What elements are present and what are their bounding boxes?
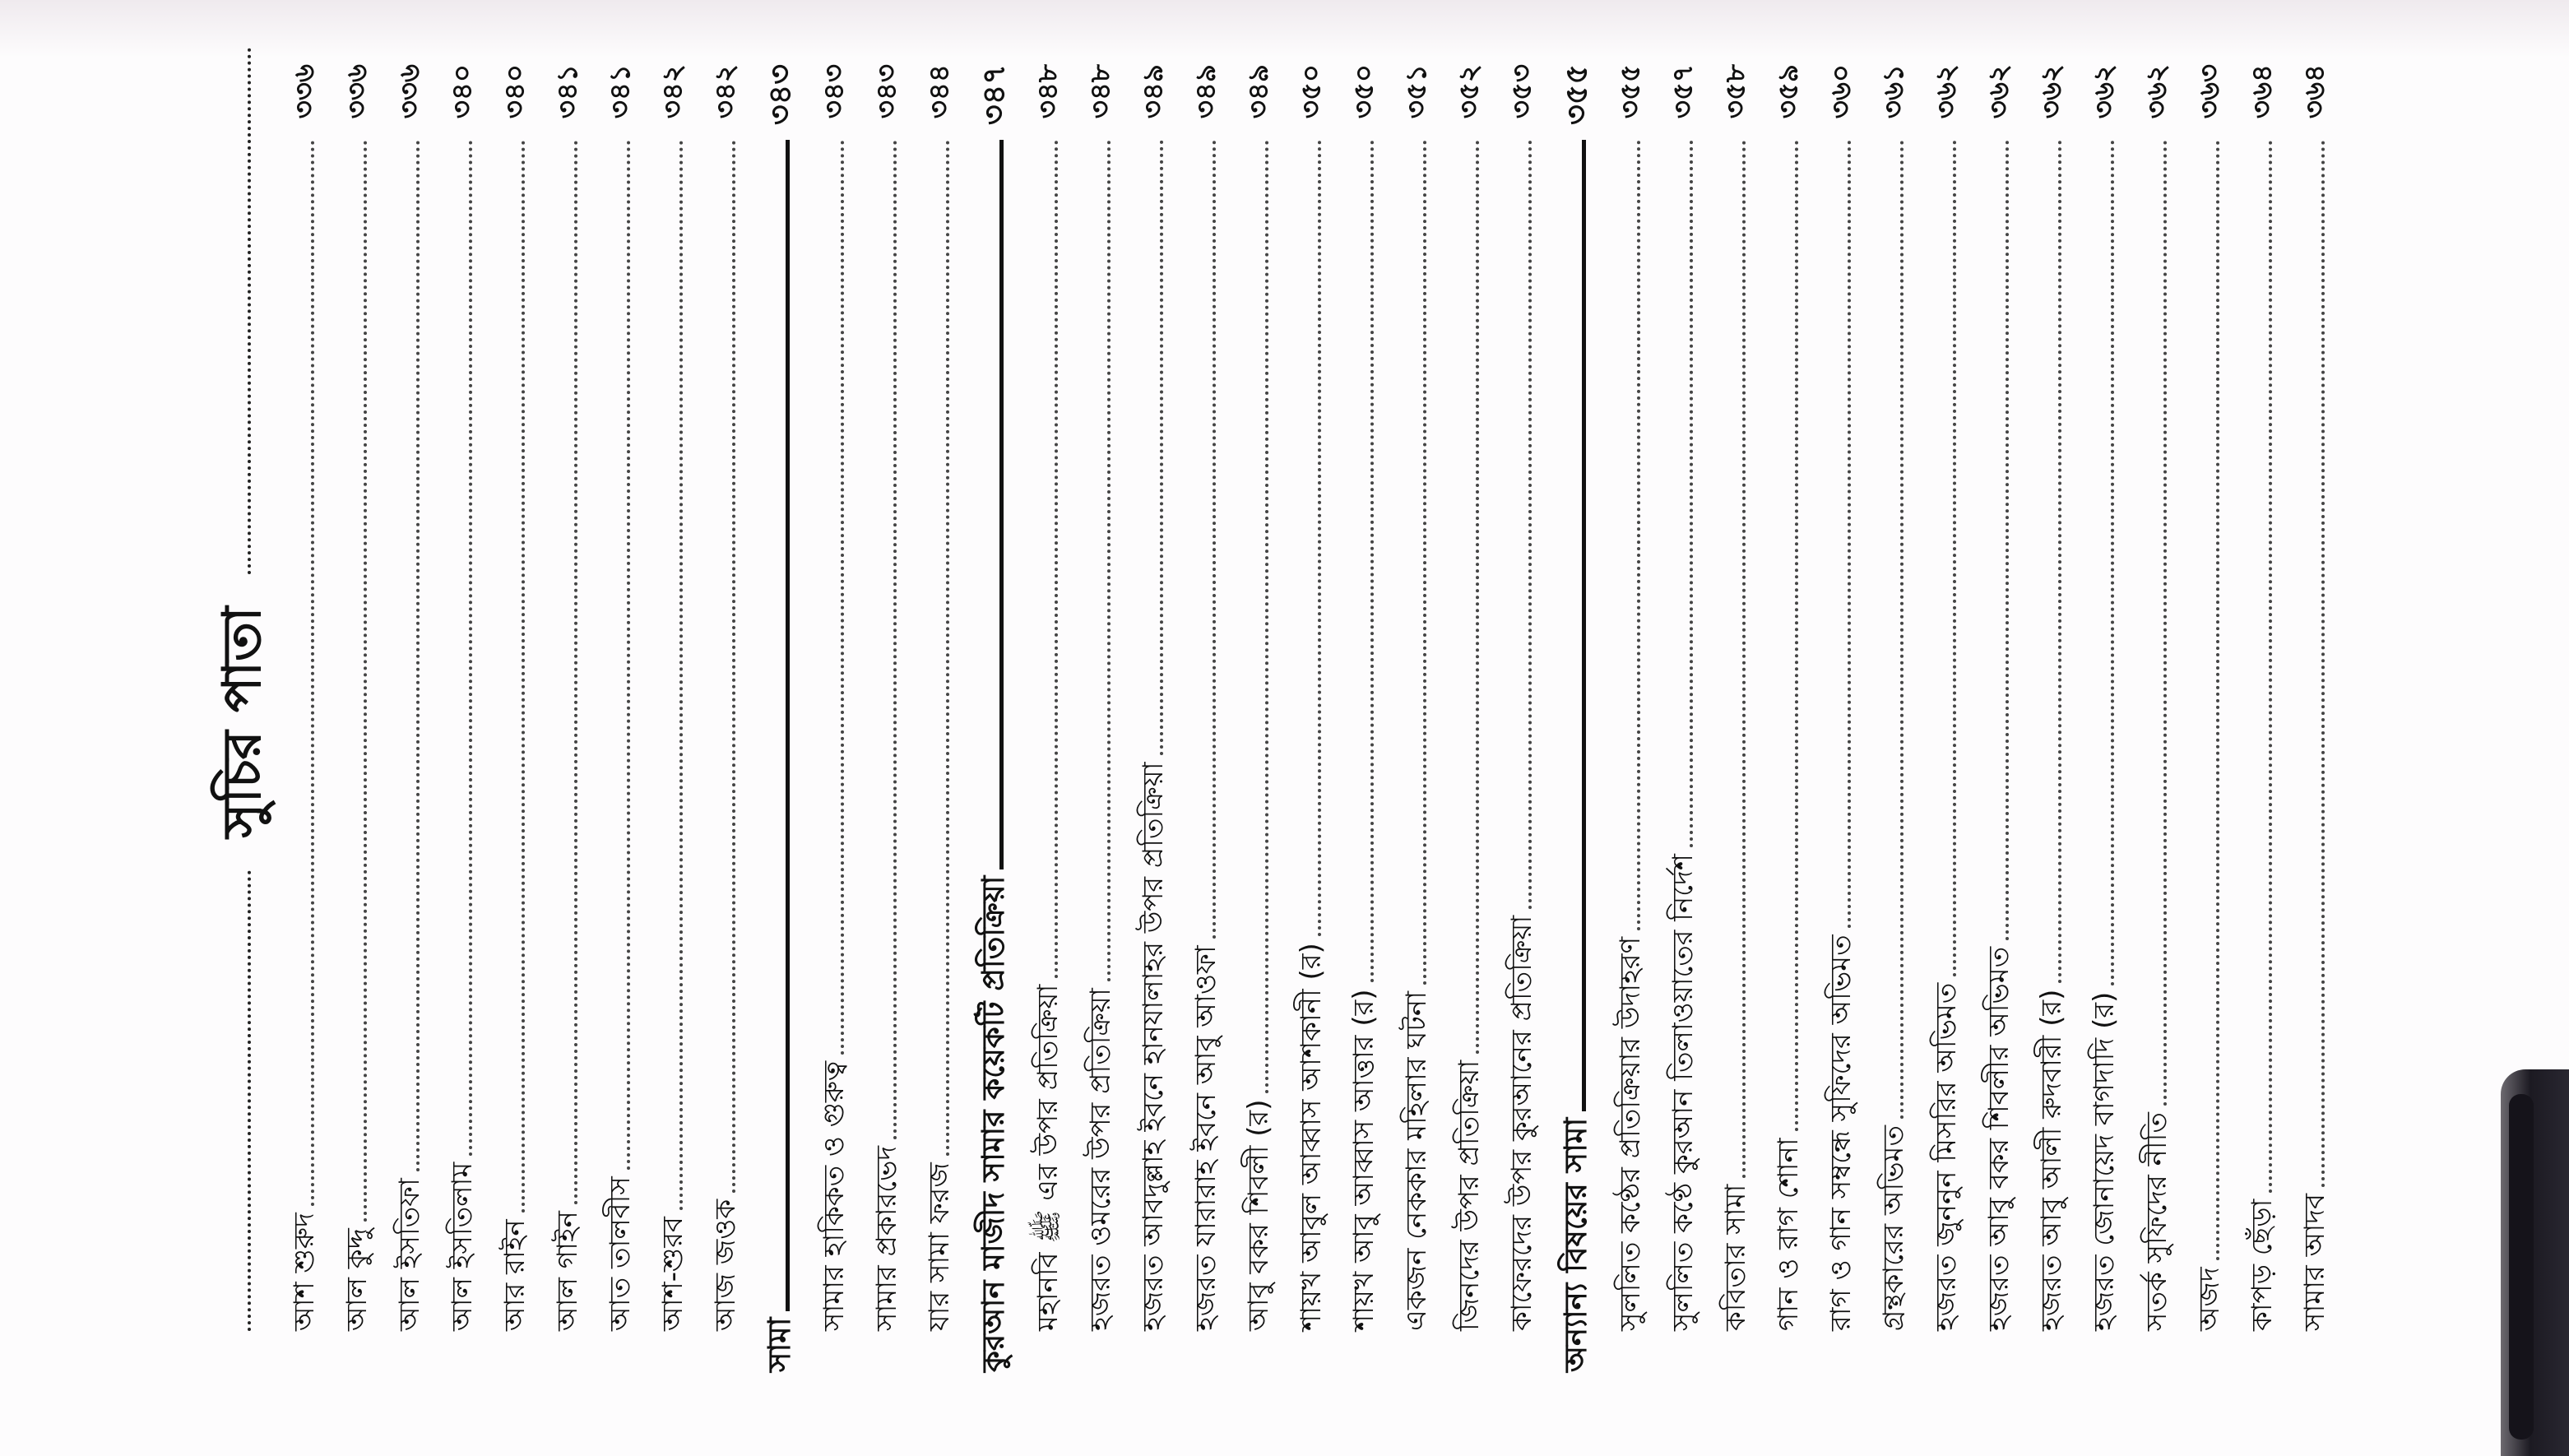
- toc-section-label: সামা: [762, 1317, 797, 1372]
- toc-page: ৩৬২: [1982, 64, 2015, 119]
- toc-page: ৩৪০: [446, 64, 479, 119]
- toc-row: [336, 64, 375, 1331]
- toc-page: ৩৪৮: [1032, 64, 1064, 119]
- toc-section-label: অন্যান্য বিষয়ের সামা: [1558, 1117, 1593, 1372]
- toc-label: শায়খ আবুল আব্বাস আশকানী (র): [1295, 943, 1328, 1331]
- toc-row: [1342, 64, 1382, 1331]
- dot-leader: [416, 140, 420, 1171]
- toc-label: আশ-শুরব: [656, 1217, 689, 1331]
- toc-label: আল কুদ্দু: [341, 1228, 373, 1331]
- toc-label: আল ইসতিফা: [393, 1178, 426, 1331]
- dot-leader: [1265, 140, 1268, 1093]
- dot-leader: [2321, 140, 2325, 1187]
- dot-leader: [1213, 140, 1216, 939]
- toc-row: [1027, 64, 1066, 1331]
- toc-label: শায়খ আবু আব্বাস আত্তার (র): [1347, 989, 1380, 1331]
- toc-label: রাগ ও গান সম্বন্ধে সুফিদের অভিমত: [1825, 934, 1857, 1331]
- dot-leader: [574, 140, 577, 1204]
- dot-leader: [1848, 140, 1851, 928]
- toc-row: [2188, 64, 2228, 1331]
- toc-page: ৩৩৬: [341, 64, 373, 119]
- dot-leader: [893, 140, 897, 1139]
- toc-page: ৩৬২: [2088, 64, 2121, 119]
- toc-page: ৩৬২: [2140, 64, 2173, 119]
- dot-leader: [311, 140, 314, 1206]
- toc-label: সুললিত কণ্ঠের প্রতিক্রিয়ার উদাহরণ: [1614, 936, 1647, 1331]
- toc-page: ৩৪৯: [1137, 64, 1170, 119]
- dot-leader: [522, 140, 525, 1213]
- toc-label: আবু বকর শিবলী (র): [1242, 1099, 1275, 1331]
- toc-row: [1925, 64, 1964, 1331]
- toc-row: [494, 64, 533, 1331]
- dot-leader: [2163, 140, 2167, 1106]
- toc-label: হজরত জোনায়েদ বাগদাদি (র): [2088, 991, 2121, 1331]
- toc-label: হজরত আবু আলী রুদবারী (র): [2035, 989, 2068, 1331]
- toc-page: ৩৪২: [656, 64, 689, 119]
- dot-leader: [1795, 140, 1798, 1131]
- toc-page: ৩৪৩: [870, 64, 903, 119]
- toc-row: [2030, 64, 2070, 1331]
- toc-page: ৩৪৪: [923, 64, 956, 119]
- dot-leader: [841, 140, 844, 1055]
- dot-leader: [469, 140, 472, 1156]
- dot-leader: [1528, 140, 1532, 909]
- toc-label: আল গাইন: [551, 1211, 584, 1331]
- dot-leader: [1953, 140, 1956, 976]
- dot-leader: [1160, 140, 1163, 755]
- toc-label: আত তালবীস: [604, 1176, 637, 1331]
- toc-page: ৩৪২: [709, 64, 742, 119]
- solid-leader: [1582, 140, 1586, 1111]
- toc-label: জিনদের উপর প্রতিক্রিয়া: [1453, 1060, 1486, 1331]
- toc-row: [2241, 64, 2280, 1331]
- toc-label: হজরত ওমরের উপর প্রতিক্রিয়া: [1084, 988, 1117, 1331]
- toc-row: [1714, 64, 1754, 1331]
- toc-label: গান ও রাগ শোনা: [1772, 1138, 1805, 1331]
- dot-leader: [1742, 140, 1746, 1178]
- toc-label: কবিতার সামা: [1719, 1184, 1752, 1331]
- toc-row: [1132, 64, 1171, 1331]
- toc-section-row: [1555, 64, 1594, 1372]
- toc-page: ৩৫০: [1347, 64, 1380, 119]
- toc-row: [2135, 64, 2175, 1331]
- toc-row: [2083, 64, 2122, 1331]
- dot-leader: [627, 140, 630, 1170]
- toc-section-row: [972, 64, 1012, 1372]
- toc-label: আর রাইন: [498, 1219, 531, 1331]
- toc-page: ৩৫৭: [1667, 64, 1700, 119]
- toc-label: হজরত আবদুল্লাহ ইবনে হানযালাহর উপর প্রতিক্রিয়া: [1137, 762, 1170, 1331]
- toc-label: আজ জওক: [709, 1199, 742, 1331]
- dot-leader: [2111, 140, 2114, 985]
- toc-label: কাফেরদের উপর কুরআনের প্রতিক্রিয়া: [1505, 915, 1538, 1331]
- toc-label: একজন নেককার মহিলার ঘটনা: [1400, 990, 1433, 1331]
- toc-row: [546, 64, 586, 1331]
- dot-leader: [1370, 140, 1374, 982]
- toc-page: ৩৪৯: [1242, 64, 1275, 119]
- toc-page: ৩৫০: [1295, 64, 1328, 119]
- dot-leader: [1318, 140, 1321, 936]
- toc-page: ৩৫৫: [1614, 64, 1647, 119]
- dot-leader: [946, 140, 949, 1156]
- toc-page: ৩৬২: [1930, 64, 1963, 119]
- toc-row: [652, 64, 691, 1331]
- toc-label: কাপড় ছেঁড়া: [2246, 1199, 2279, 1331]
- dot-leader: [2269, 140, 2272, 1193]
- toc-row: [1290, 64, 1329, 1331]
- toc-row: [1609, 64, 1649, 1331]
- toc-row: [1237, 64, 1277, 1331]
- toc-page: ৩৬৪: [2298, 64, 2331, 119]
- toc-page: ৩৫২: [1453, 64, 1486, 119]
- toc-page: ৩৪৮: [1084, 64, 1117, 119]
- dot-leader: [1476, 140, 1479, 1054]
- solid-leader: [999, 140, 1004, 869]
- toc-page: ৩৬০: [1825, 64, 1857, 119]
- toc-section-row: [758, 64, 798, 1372]
- toc-row: [1820, 64, 1859, 1331]
- toc-label: অজদ: [2193, 1267, 2226, 1331]
- toc-page: ৩৫১: [1400, 64, 1433, 119]
- toc-row: [599, 64, 638, 1331]
- toc-row: [441, 64, 480, 1331]
- toc-row: [918, 64, 958, 1331]
- toc-label: সামার হাকিকত ও গুরুত্ব: [818, 1060, 851, 1331]
- toc-row: [1767, 64, 1806, 1331]
- toc-label: মহানবি ﷺ এর উপর প্রতিক্রিয়া: [1032, 984, 1064, 1331]
- dot-leader: [364, 140, 367, 1222]
- toc-label: যার সামা ফরজ: [923, 1162, 956, 1331]
- toc-row: [388, 64, 428, 1331]
- toc-page: ৩৪৯: [1189, 64, 1222, 119]
- toc-page: ৩৪৩: [818, 64, 851, 119]
- toc-row: [704, 64, 744, 1331]
- dot-leader: [1637, 140, 1640, 930]
- toc-page: ৩৪১: [604, 64, 637, 119]
- binder-clip-strip: [2509, 1094, 2534, 1440]
- toc-page: ৩৫৯: [1772, 64, 1805, 119]
- toc-page: ৩৫৫: [1558, 64, 1594, 126]
- dot-leader: [2058, 140, 2061, 983]
- toc-row: [813, 64, 852, 1331]
- toc-row: [1395, 64, 1435, 1331]
- toc-label: হজরত যারারাহ ইবনে আবু আওফা: [1189, 945, 1222, 1331]
- dot-leader: [679, 140, 683, 1210]
- dot-leader: [2006, 140, 2009, 940]
- toc-row: [1185, 64, 1224, 1331]
- toc-label: সামার আদব: [2298, 1193, 2331, 1331]
- toc-row: [865, 64, 905, 1331]
- toc-page: ৩৩৬: [288, 64, 321, 119]
- toc-label: সতর্ক সুফিদের নীতি: [2140, 1112, 2173, 1331]
- toc-label: হজরত আবু বকর শিবলীর অভিমত: [1982, 946, 2015, 1331]
- dot-leader: [1107, 140, 1111, 981]
- toc-row: [1448, 64, 1487, 1331]
- toc-page: ৩৪১: [551, 64, 584, 119]
- solid-leader: [786, 140, 790, 1311]
- page-title: সুচির পাতা: [212, 606, 273, 838]
- toc-row: [283, 64, 322, 1331]
- toc-row: [1500, 64, 1540, 1331]
- toc-row: [1662, 64, 1701, 1331]
- toc-section-label: কুরআন মাজীদ সামার কয়েকটি প্রতিক্রিয়া: [976, 875, 1011, 1372]
- toc-page: ৩৪৭: [976, 64, 1012, 126]
- toc-row: [1079, 64, 1119, 1331]
- dot-leader: [732, 140, 735, 1193]
- toc-label: আশ শুরুদ: [288, 1213, 321, 1331]
- dot-leader: [1423, 140, 1426, 985]
- toc-row: [2293, 64, 2333, 1331]
- toc-page: ৩৬১: [1877, 64, 1910, 119]
- toc-page: ৩৬৩: [2193, 64, 2226, 119]
- toc-page: ৩৫৮: [1719, 64, 1752, 119]
- dot-leader: [1900, 140, 1904, 1119]
- toc-page: ৩৪৩: [762, 64, 798, 126]
- toc-page: ৩৬২: [2035, 64, 2068, 119]
- toc-page: ৩৫৩: [1505, 64, 1538, 119]
- toc-label: সামার প্রকারভেদ: [870, 1145, 903, 1331]
- toc-label: আল ইসতিলাম: [446, 1162, 479, 1331]
- toc-label: গ্রন্থকারের অভিমত: [1877, 1125, 1910, 1331]
- toc-row: [1872, 64, 1912, 1331]
- toc-page: ৩৪০: [498, 64, 531, 119]
- dot-leader: [1690, 140, 1693, 847]
- toc-page: ৩৩৬: [393, 64, 426, 119]
- dot-leader: [1055, 140, 1058, 978]
- dot-leader: [2216, 140, 2219, 1260]
- toc-page: ৩৬৪: [2246, 64, 2279, 119]
- toc-row: [1978, 64, 2017, 1331]
- toc-label: সুললিত কণ্ঠে কুরআন তিলাওয়াতের নির্দেশ: [1667, 854, 1700, 1331]
- toc-label: হজরত জুননুন মিসরির অভিমত: [1930, 982, 1963, 1331]
